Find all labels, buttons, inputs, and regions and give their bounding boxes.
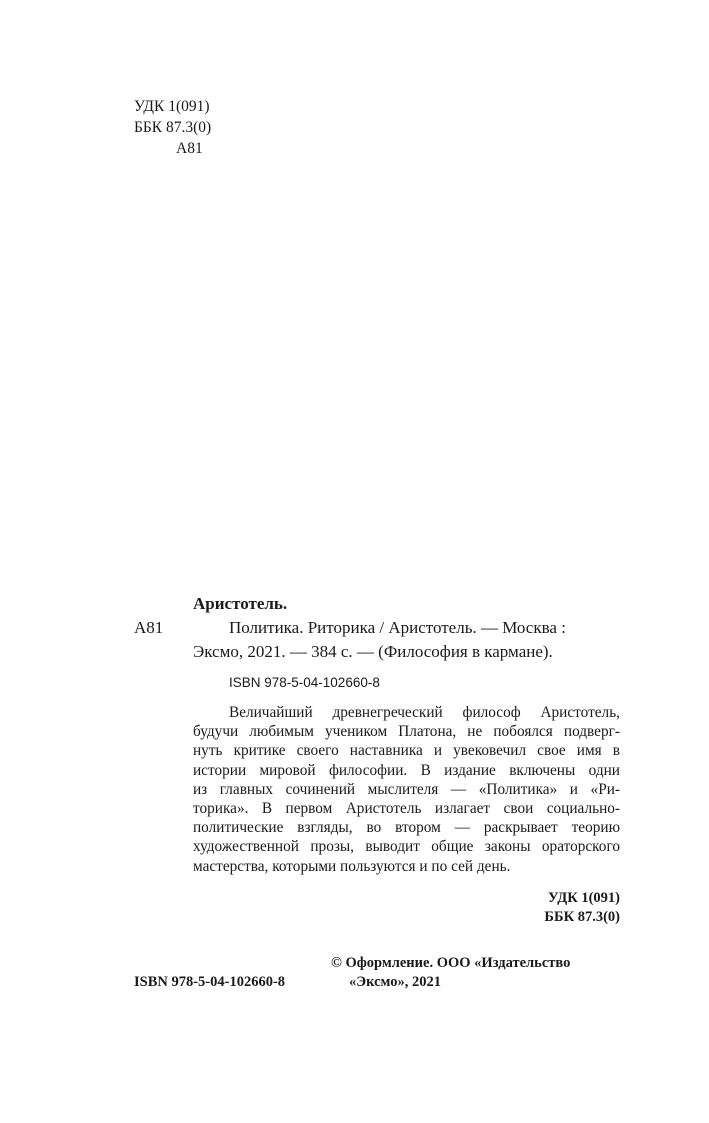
catalog-udk: УДК 1(091) — [548, 889, 620, 906]
bbk-code: ББК 87.3(0) — [134, 119, 212, 136]
catalog-codes — [134, 889, 620, 927]
annotation-line: истории мировой философии. В издание включены одни — [193, 761, 620, 779]
description-line: Эксмо, 2021. — 384 с. — (Философия в кармане). — [193, 642, 553, 661]
imprint-footer — [134, 954, 620, 1002]
copyright-line: «Эксмо», 2021 — [349, 974, 441, 990]
annotation — [193, 703, 620, 876]
annotation-line: Величайший древнегреческий философ Аристотель, — [229, 704, 620, 721]
catalog-isbn: ISBN 978-5-04-102660-8 — [229, 675, 380, 690]
catalog-description — [134, 616, 620, 664]
annotation-line: мастерства, которыми пользуются и по сей день. — [193, 857, 511, 875]
copyright-notice — [331, 954, 620, 992]
annotation-line: будучи любимым учеником Платона, не побоялся подверг- — [193, 723, 620, 741]
catalog-author: Аристотель. — [193, 594, 288, 613]
catalog-card — [134, 592, 620, 927]
catalog-author-sign: А81 — [134, 618, 164, 637]
footer-isbn: ISBN 978-5-04-102660-8 — [134, 974, 286, 990]
description-line: Политика. Риторика / Аристотель. — Москва : — [229, 618, 566, 637]
catalog-bbk: ББК 87.3(0) — [544, 908, 620, 925]
annotation-line: нуть критике своего наставника и увековечил свое имя в — [193, 742, 620, 760]
annotation-line: из главных сочинений мыслителя — «Политика» и «Ри- — [193, 780, 620, 798]
udk-code: УДК 1(091) — [134, 98, 210, 115]
copyright-line: © Оформление. ООО «Издательство — [331, 955, 571, 971]
annotation-line: торика». В первом Аристотель излагает свои социально- — [193, 800, 620, 818]
annotation-line: художественной прозы, выводит общие законы ораторского — [193, 838, 620, 856]
annotation-line: политические взгляды, во втором — раскрывает теорию — [193, 819, 620, 837]
author-sign: А81 — [176, 140, 203, 157]
classification-header — [134, 96, 211, 159]
